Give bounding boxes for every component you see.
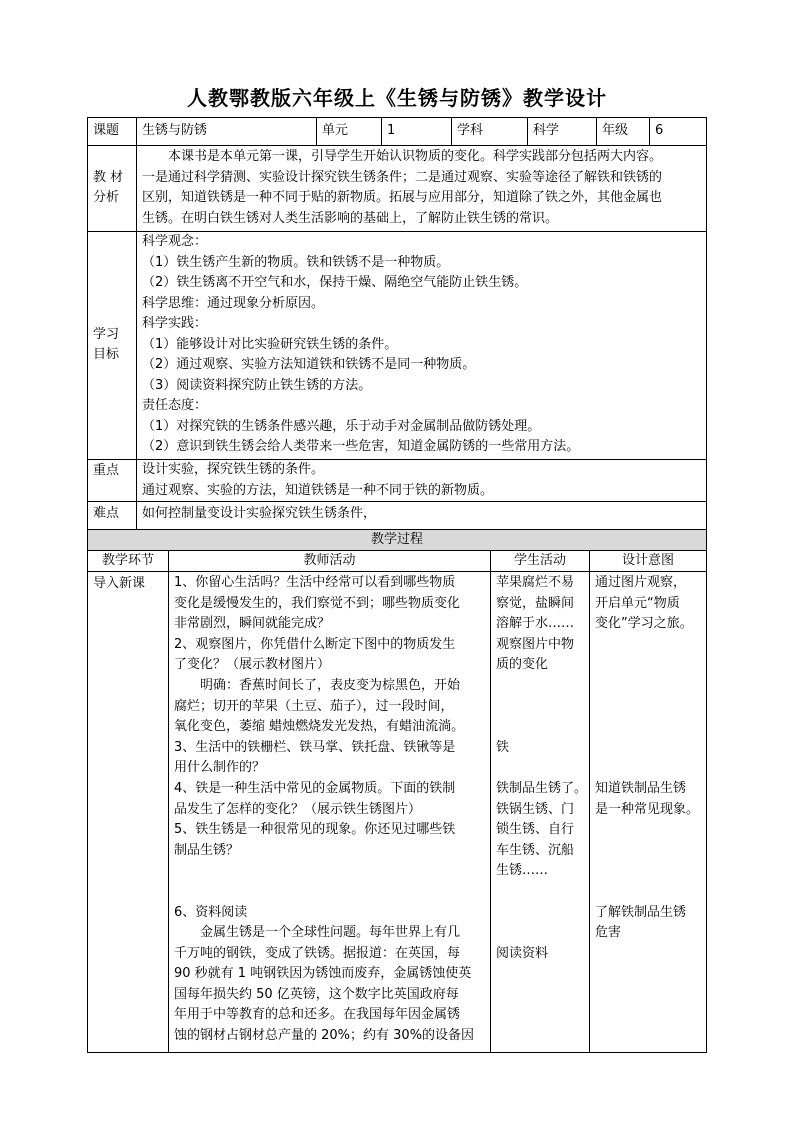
stage-label: 导入新课 — [93, 576, 146, 591]
header-design-intent: 设计意图 — [621, 553, 674, 568]
objectives-label-line1: 学习 — [93, 327, 120, 342]
difficulty-text: 如何控制量变设计实验探究铁生锈条件， — [142, 506, 377, 521]
subject-value: 科学 — [533, 123, 560, 138]
objectives-label-line2: 目标 — [93, 347, 120, 362]
unit-label: 单元 — [322, 123, 349, 138]
objectives-text: 科学观念： （1）铁生锈产生新的物质。铁和铁锈不是一种物质。 （2）铁生锈离不开空气和水，保持干燥、隔绝空气能防止铁生锈。 科学思维：通过现象分析原因。 科学实践： （1）能够设计对比实验研究铁生锈的条件。 （2）通过观察、实验方法知道铁和铁锈不是同一种物质。 （3）阅读资料探究防止铁生锈的方法。 责任态度： （1）对探究铁的生锈条件感兴趣，乐于动手对金属制品做防锈处理。 （2）意识到铁生锈会给人类带来一些危害，知道金属防锈的一些常用方法。 — [142, 234, 580, 454]
analysis-label-line2: 分析 — [93, 190, 120, 205]
header-student-activity: 学生活动 — [513, 553, 566, 568]
grade-label: 年级 — [602, 123, 629, 138]
process-section-title: 教学过程 — [370, 532, 423, 547]
topic-value: 生锈与防锈 — [142, 123, 208, 138]
header-teacher-activity: 教师活动 — [303, 553, 356, 568]
unit-value: 1 — [387, 123, 396, 138]
key-points-text: 设计实验，探究铁生锈的条件。 通过观察、实验的方法，知道铁锈是一种不同于铁的新物质。 — [142, 462, 494, 498]
analysis-label-line1: 教 材 — [93, 170, 124, 185]
header-stage: 教学环节 — [101, 553, 154, 568]
design-intent-text: 通过图片观察， 开启单元“物质 变化”学习之旅。 知道铁制品生锈 是一种常见现象。 了解铁制品生锈 危害 — [595, 575, 700, 941]
document-title: 人教鄂教版六年级上《生锈与防锈》教学设计 — [187, 86, 607, 110]
student-activity-text: 苹果腐烂不易 察觉，盐瞬间 溶解于水…… 观察图片中物 质的变化 铁 铁制品生锈了。 铁锅生锈、门 锁生锈、自行 车生锈、沉船 生锈…… 阅读资料 — [496, 575, 588, 961]
difficulty-label: 难点 — [93, 506, 120, 521]
topic-label: 课题 — [93, 123, 120, 138]
teacher-activity-text: 1、你留心生活吗？生活中经常可以看到哪些物质 变化是缓慢发生的，我们察觉不到；哪些物质变化 非常剧烈，瞬间就能完成？ 2、观察图片，你凭借什么断定下图中的物质发生 了变化？（展示教材图片） 明确：香蕉时间长了，表皮变为棕黑色，开始 腐烂；切开的苹果（土豆、茄子），过一段时间， 氧化变色，萎缩 蜡烛燃烧发光发热，有蜡油流淌。 3、生活中的铁栅栏、铁马掌、铁托盘、铁锹等是 用什么制作的？ 4、铁是一种生活中常见的金属物质。下面的铁制 品发生了怎样的变化？（展示铁生锈图片） 5、铁生锈是一种很常见的现象。你还见过哪些铁 制品生锈？ 6、资料阅读 金属生锈是一个全球性问题。每年世界上有几 千万吨的钢铁，变成了铁锈。据报道：在英国，每 90 秒就有 1 吨钢铁因为锈蚀而废弃，金属锈蚀使英 国每年损失约 50 亿英镑，这个数字比英国政府每 年用于中等教育的总和还多。在我国每年因金属锈 蚀的钢材占钢材总产量的 20%；约有 30%的设备因 — [174, 575, 475, 1044]
subject-label: 学科 — [457, 123, 484, 138]
analysis-text: 本课书是本单元第一课，引导学生开始认识物质的变化。科学实践部分包括两大内容。 一是通过科学猜测、实验设计探究铁生锈条件；二是通过观察、实验等途径了解铁和铁锈的 区别，知道铁锈是一种不同于贴的新物质。拓展与应用部分，知道除了铁之外，其他金属也 生锈。在明白铁生锈对人类生活影响的基础上，了解防止铁生锈的常识。 — [142, 149, 663, 226]
key-points-label: 重点 — [93, 463, 120, 478]
grade-value: 6 — [655, 123, 664, 138]
